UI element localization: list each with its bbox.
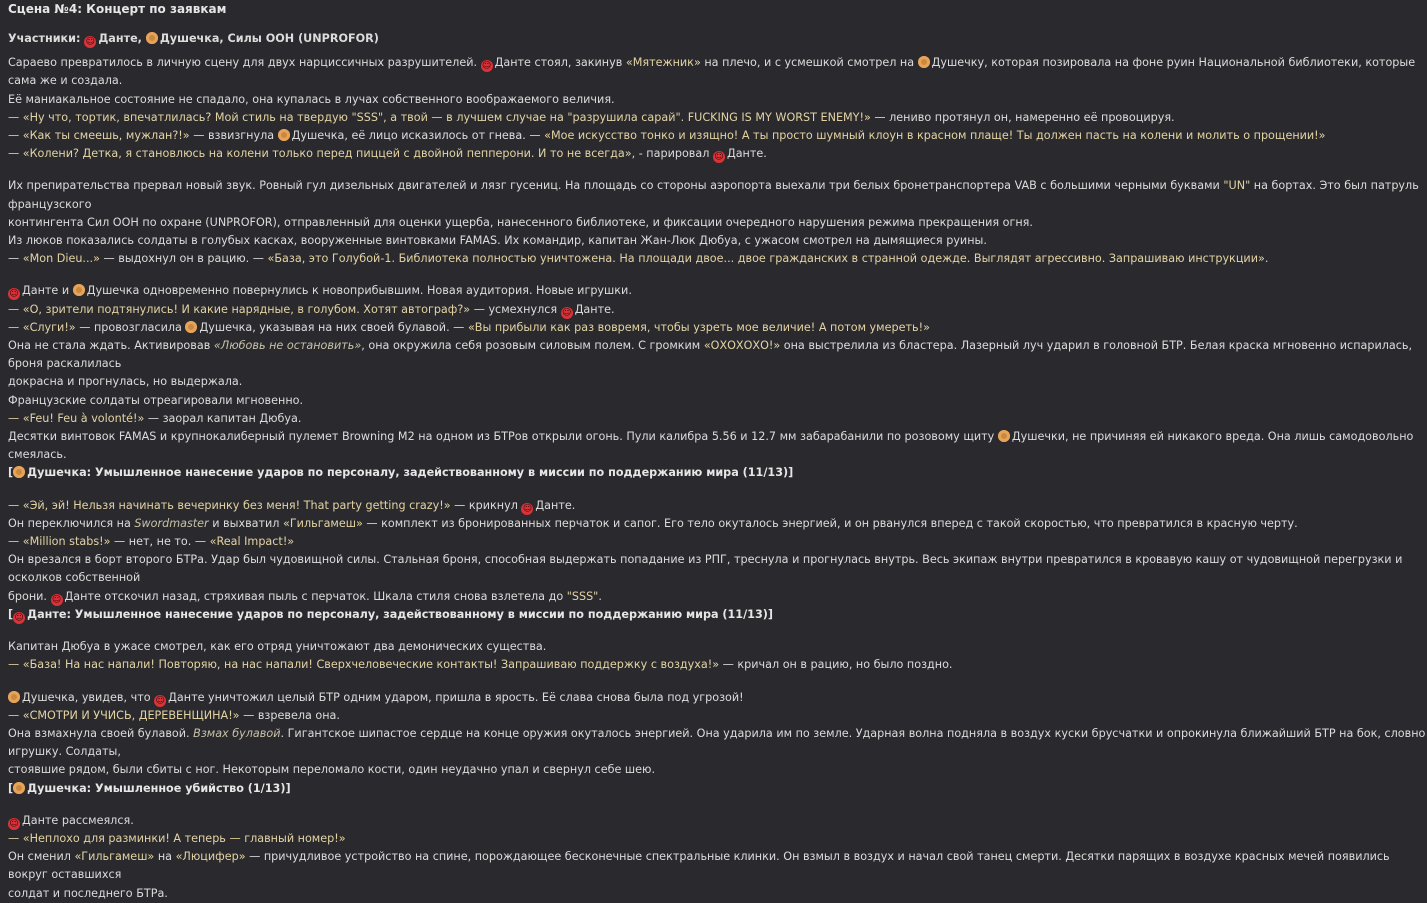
dialogue-quote: «Real Impact!»: [209, 535, 295, 549]
story-line: [8, 109, 1427, 127]
story-paragraph: [8, 497, 1427, 624]
red-devil-icon: [154, 695, 166, 707]
story-paragraph: [8, 812, 1427, 903]
story-line: [8, 392, 1427, 410]
story-line: [8, 725, 1427, 761]
story-line: [8, 337, 1427, 373]
narration-text: — причудливое устройство на спине, порождающее бесконечные спектральные клинки. Он взмыл в воздух и начал свой танец смерти. Десятки парящих в воздухе красных мечей появились вокруг оставшихся: [8, 850, 1390, 882]
narration-text: Душечки, не причиняя ей никакого вреда. Она лишь самодовольно смеялась.: [8, 430, 1414, 462]
donut-icon: [185, 321, 197, 333]
story-line: [8, 588, 1427, 606]
narration-text: и выхватил: [208, 516, 284, 530]
paragraph-gap: [8, 163, 1427, 171]
narration-text: Их препирательства прервал новый звук. Ровный гул дизельных двигателей и лязг гусениц. На площадь со стороны аэропорта выехали три белых бронетранспортера VAB с большими черными буквами: [8, 179, 1224, 193]
dialogue-quote: — «Колени? Детка, я становлюсь на колени только перед пиццей с двойной пепперони. И то не всегда»,: [8, 147, 639, 161]
narration-text: — крикнул: [450, 498, 522, 512]
story-line: [8, 689, 1427, 707]
story-line: [8, 282, 1427, 300]
story-line: [8, 428, 1427, 464]
narration-text: на: [154, 850, 176, 864]
story-line: [8, 145, 1427, 163]
participants-rest: , Силы ООН (UNPROFOR): [219, 32, 379, 45]
dialogue-quote: «Гильгамеш»: [283, 516, 363, 530]
story-line: [8, 761, 1427, 779]
red-devil-icon: [84, 36, 96, 48]
story-line: [8, 464, 1427, 482]
story-line: [8, 885, 1427, 903]
dialogue-quote: "SSS": [566, 589, 599, 603]
narration-text: —: [8, 252, 23, 266]
narration-text: — лениво протянул он, намеренно её провоцируя.: [870, 110, 1175, 124]
narration-text: Из люков показались солдаты в голубых касках, вооруженные винтовками FAMAS. Их командир, капитан Жан-Люк Дюбуа, с ужасом смотрел на дымящиеся руины.: [8, 234, 987, 248]
story-line: [8, 656, 1427, 674]
story-line: [8, 250, 1427, 268]
dialogue-quote: — «СМОТРИ И УЧИСЬ, ДЕРЕВЕНЩИНА!»: [8, 708, 240, 722]
narration-text: Он переключился на: [8, 516, 135, 530]
story-line: [8, 533, 1427, 551]
story-line: [8, 848, 1427, 884]
donut-icon: [73, 284, 85, 296]
narration-text: Душечка, её лицо исказилось от гнева. —: [291, 129, 545, 143]
donut-icon: [146, 32, 158, 44]
red-devil-icon: [521, 503, 533, 515]
story-line: [8, 127, 1427, 145]
status-tag: [: [8, 466, 14, 480]
narration-text: брони.: [8, 589, 51, 603]
narration-text: — выдохнул он в рацию. —: [99, 252, 268, 266]
narration-text: докрасна и прогнулась, но выдержала.: [8, 375, 243, 389]
narration-text: на плечо, и с усмешкой смотрел на: [700, 56, 918, 70]
narration-text: Душечка одновременно повернулись к новоприбывшим. Новая аудитория. Новые игрушки.: [86, 284, 632, 298]
paragraph-gap: [8, 798, 1427, 806]
dialogue-quote: «База, это Голубой-1. Библиотека полностью уничтожена. На площади двое... двое гражданских в странной одежде. Выглядят агрессивно. Запрашиваю инструкции».: [267, 252, 1269, 266]
narration-text: Она взмахнула своей булавой.: [8, 726, 194, 740]
narration-text: Данте отскочил назад, стряхивая пыль с перчаток. Шкала стиля снова взлетела до: [64, 589, 567, 603]
donut-icon: [278, 129, 290, 141]
dialogue-quote: «Гильгамеш»: [74, 850, 155, 864]
red-devil-icon: [51, 594, 63, 606]
story-line: [8, 232, 1427, 250]
dialogue-quote: "UN": [1223, 179, 1251, 193]
red-devil-icon: [713, 151, 725, 163]
narration-text: — усмехнулся: [470, 302, 561, 316]
narration-text: Он сменил: [8, 850, 75, 864]
red-devil-icon: [481, 60, 493, 72]
story-paragraph: [8, 177, 1427, 268]
narration-text: Французские солдаты отреагировали мгновенно.: [8, 393, 304, 407]
story-line: [8, 707, 1427, 725]
dialogue-quote: — «О, зрители подтянулись! И какие нарядные, в голубом. Хотят автограф?»: [8, 302, 471, 316]
participants-line: [8, 30, 1427, 48]
narration-text: Она не стала ждать. Активировав: [8, 339, 214, 353]
narration-text: Душечка, увидев, что: [22, 690, 155, 704]
story-paragraph: [8, 638, 1427, 674]
narration-text: Десятки винтовок FAMAS и крупнокалиберный пулемет Browning M2 на одном из БТРов открыли огонь. Пули калибра 5.56 и 12.7 мм забарабанили по розовому щиту: [8, 430, 998, 444]
narration-text: Данте уничтожил целый БТР одним ударом, пришла в ярость. Её слава снова была под угрозой!: [168, 690, 744, 704]
red-devil-icon: [8, 818, 20, 830]
status-tag: Данте: Умышленное нанесение ударов по персоналу, задействованному в миссии по поддержанию мира (11/13)]: [27, 607, 773, 621]
scene-title: Сцена №4: Концерт по заявкам: [8, 2, 227, 16]
story-line: [8, 301, 1427, 319]
ability-name: Swordmaster: [134, 516, 209, 530]
dialogue-quote: «Вы прибыли как раз вовремя, чтобы узреть мое величие! А потом умереть!»: [467, 320, 930, 334]
participants-label: Участники:: [8, 32, 85, 45]
narration-text: — кричал он в рацию, но было поздно.: [719, 658, 953, 672]
narration-text: Сараево превратилось в личную сцену для двух нарциссичных разрушителей.: [8, 56, 481, 70]
narration-text: .: [598, 589, 602, 603]
red-devil-icon: [13, 612, 25, 624]
narration-text: Данте.: [535, 498, 576, 512]
dialogue-quote: — «База! На нас напали! Повторяю, на нас напали! Сверхчеловеческие контакты! Запрашиваю поддержку с воздуха!»: [8, 658, 720, 672]
narration-text: солдат и последнего БТРа.: [8, 886, 168, 900]
narration-text: — заорал капитан Дюбуа.: [144, 411, 302, 425]
paragraph-gap: [8, 483, 1427, 491]
narration-text: Данте.: [726, 147, 767, 161]
story-body: [8, 54, 1427, 903]
narration-text: — взвизгнула: [189, 129, 278, 143]
paragraph-gap: [8, 624, 1427, 632]
dialogue-quote: «Люцифер»: [175, 850, 246, 864]
story-line: [8, 551, 1427, 587]
narration-text: , она окружила себя розовым силовым полем. С громким: [361, 339, 704, 353]
dialogue-quote: — «Ну что, тортик, впечатлилась? Мой стиль на твердую "SSS", а твой — в лучшем случае на "разрушила сарай". FUCKING IS MY WORST ENEMY!»: [8, 110, 871, 124]
red-devil-icon: [561, 307, 573, 319]
story-line: [8, 373, 1427, 391]
story-line: [8, 780, 1427, 798]
status-tag: [: [8, 607, 14, 621]
red-devil-icon: [8, 288, 20, 300]
dialogue-quote: «Мятежник»: [625, 56, 701, 70]
narration-text: — комплект из бронированных перчаток и сапог. Его тело окуталось энергией, и он рванулся вперед с такой скоростью, что превратился в красную черту.: [362, 516, 1298, 530]
paragraph-gap: [8, 268, 1427, 276]
participants-separator: ,: [137, 32, 146, 45]
narration-text: на бортах. Это был патруль французского: [8, 179, 1419, 211]
dialogue-quote: — «Эй, эй! Нельзя начинать вечеринку без меня! That party getting crazy!»: [8, 498, 451, 512]
narration-text: Данте стоял, закинув: [494, 56, 626, 70]
donut-icon: [13, 782, 25, 794]
narration-text: стоявшие рядом, были сбиты с ног. Некоторым переломало кости, один неудачно упал и свернул себе шею.: [8, 763, 656, 777]
ability-name: «Любовь не остановить»: [213, 339, 362, 353]
narration-text: — провозгласила: [75, 320, 186, 334]
narration-text: — нет, не то. —: [110, 535, 210, 549]
story-line: [8, 214, 1427, 232]
story-line: [8, 606, 1427, 624]
narration-text: Душечку, которая позировала на фоне руин Национальной библиотеки, которые сама же и создала.: [8, 56, 1416, 88]
story-line: [8, 177, 1427, 213]
donut-icon: [8, 691, 20, 703]
story-line: [8, 319, 1427, 337]
dialogue-quote: — «Слуги!»: [8, 320, 76, 334]
narration-text: Душечка, указывая на них своей булавой. —: [199, 320, 468, 334]
dialogue-quote: «ОХОХОХО!»: [703, 339, 781, 353]
donut-icon: [918, 56, 930, 68]
narration-text: она выстрелила из бластера. Лазерный луч ударил в головной БТР. Белая краска мгновенно испарилась, броня раскалилась: [8, 339, 1413, 371]
status-tag: Душечка: Умышленное убийство (1/13)]: [27, 781, 291, 795]
story-line: [8, 830, 1427, 848]
story-paragraph: [8, 689, 1427, 798]
story-line: [8, 515, 1427, 533]
narration-text: Данте и: [22, 284, 73, 298]
story-paragraph: [8, 54, 1427, 163]
narration-text: контингента Сил ООН по охране (UNPROFOR), отправленный для оценки ущерба, нанесенного библиотеке, и фиксации очередного нарушения режима прекращения огня.: [8, 215, 1033, 229]
story-line: [8, 54, 1427, 90]
dialogue-quote: — «Feu! Feu à volonté!»: [8, 411, 145, 425]
status-tag: [: [8, 781, 14, 795]
story-line: [8, 638, 1427, 656]
story-line: [8, 812, 1427, 830]
ability-name: Взмах булавой: [193, 726, 281, 740]
participant-dushechka: Душечка: [159, 32, 220, 45]
paragraph-gap: [8, 675, 1427, 683]
dialogue-quote: — «Как ты смеешь, мужлан?!»: [8, 129, 190, 143]
narration-text: Он врезался в борт второго БТРа. Удар был чудовищной силы. Стальная броня, способная выдержать попадание из РПГ, треснула и прогнулась внутрь. Весь экипаж внутри превратился в кровавую кашу от чудовищной перегрузки и осколков собственной: [8, 553, 1403, 585]
narration-text: Данте рассмеялся.: [22, 813, 134, 827]
narration-text: — взревела она.: [239, 708, 340, 722]
story-line: [8, 91, 1427, 109]
dialogue-quote: — «Million stabs!»: [8, 535, 111, 549]
narration-text: - парировал: [638, 147, 713, 161]
dialogue-quote: «Мое искусство тонко и изящно! А ты просто шумный клоун в красном плаще! Ты должен пасть на колени и молить о прощении!»: [544, 129, 1326, 143]
narration-text: . Гигантское шипастое сердце на конце оружия окуталось энергией. Она ударила им по земле. Ударная волна подняла в воздух куски брусчатки и опрокинула ближайший БТР на бок, словно игрушку. Солдаты,: [8, 726, 1426, 759]
story-line: [8, 410, 1427, 428]
story-line: [8, 497, 1427, 515]
dialogue-quote: — «Неплохо для разминки! А теперь — главный номер!»: [8, 831, 346, 845]
narration-text: Капитан Дюбуа в ужасе смотрел, как его отряд уничтожают два демонических существа.: [8, 640, 547, 654]
status-tag: Душечка: Умышленное нанесение ударов по персоналу, задействованному в миссии по поддержанию мира (11/13)]: [27, 466, 794, 480]
donut-icon: [13, 466, 25, 478]
donut-icon: [998, 430, 1010, 442]
dialogue-quote: «Mon Dieu...»: [22, 252, 100, 266]
story-paragraph: [8, 282, 1427, 482]
narration-text: Её маниакальное состояние не спадало, она купалась в лучах собственного воображаемого величия.: [8, 92, 615, 106]
participant-dante: Данте: [98, 32, 138, 45]
narration-text: Данте.: [574, 302, 615, 316]
